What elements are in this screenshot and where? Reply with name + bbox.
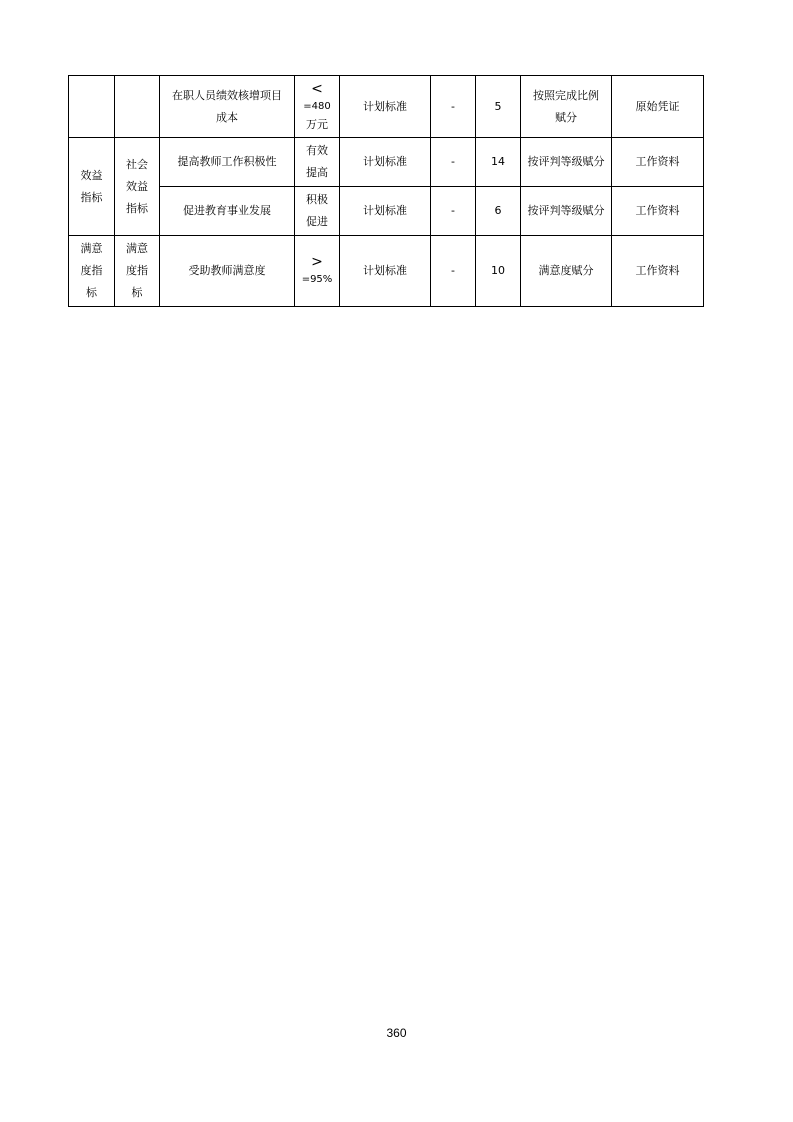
level1-cell	[69, 76, 115, 138]
score-cell: 5	[476, 76, 521, 138]
method-cell: 满意度赋分	[521, 236, 612, 307]
value-number: =480	[303, 100, 331, 112]
level1-cell: 效益指标	[69, 138, 115, 236]
indicator-name: 受助教师满意度	[160, 236, 295, 307]
method-cell: 按评判等级赋分	[521, 187, 612, 236]
indicator-value: 积极促进	[295, 187, 340, 236]
dash-cell: -	[431, 187, 476, 236]
page-number: 360	[386, 1026, 407, 1040]
standard-cell: 计划标准	[340, 76, 431, 138]
evidence-cell: 工作资料	[612, 187, 704, 236]
score-cell: 14	[476, 138, 521, 187]
table-row	[69, 76, 704, 138]
indicator-value: 有效提高	[295, 138, 340, 187]
value-symbol: <	[311, 80, 323, 97]
indicator-name: 在职人员绩效核增项目成本	[160, 76, 295, 138]
method-cell: 按评判等级赋分	[521, 138, 612, 187]
method-cell: 按照完成比例赋分	[521, 76, 612, 138]
score-cell: 6	[476, 187, 521, 236]
dash-cell: -	[431, 76, 476, 138]
indicator-name: 提高教师工作积极性	[160, 138, 295, 187]
standard-cell: 计划标准	[340, 138, 431, 187]
standard-cell: 计划标准	[340, 236, 431, 307]
value-unit: 万元	[306, 117, 328, 131]
level2-cell: 社会效益指标	[115, 138, 160, 236]
evidence-cell: 工作资料	[612, 138, 704, 187]
level2-cell: 满意度指标	[115, 236, 160, 307]
level2-cell	[115, 76, 160, 138]
level1-cell: 满意度指标	[69, 236, 115, 307]
indicator-value	[295, 236, 340, 307]
standard-cell: 计划标准	[340, 187, 431, 236]
dash-cell: -	[431, 236, 476, 307]
indicator-value	[295, 76, 340, 138]
table-row	[69, 236, 704, 307]
indicator-name: 促进教育事业发展	[160, 187, 295, 236]
evidence-cell: 工作资料	[612, 236, 704, 307]
value-symbol: >	[311, 254, 323, 270]
value-number: =95%	[301, 274, 333, 285]
performance-indicators-table	[68, 75, 704, 307]
evidence-cell: 原始凭证	[612, 76, 704, 138]
table-row	[69, 187, 704, 236]
dash-cell: -	[431, 138, 476, 187]
table-row	[69, 138, 704, 187]
score-cell: 10	[476, 236, 521, 307]
